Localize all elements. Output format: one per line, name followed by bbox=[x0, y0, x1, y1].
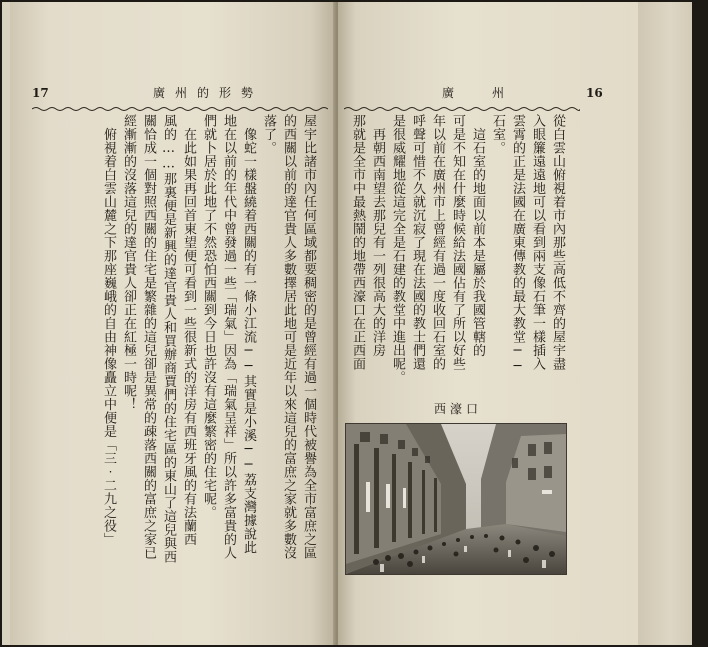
right-column-5: 這石室的地面以前本是屬於我國管轄的 bbox=[470, 114, 485, 357]
right-column-6: 可是不知在什麼時候給法國佔有了所以好些 bbox=[450, 114, 465, 371]
right-column-7: 年以前在廣州市上曾經有過一度收回石室的 bbox=[430, 114, 445, 371]
photo-caption: 西濠口 bbox=[434, 402, 483, 416]
right-column-8: 呼聲可惜不久就沉寂了現在法國的教士們還 bbox=[410, 114, 425, 371]
left-header-rule bbox=[32, 106, 328, 112]
underlying-page-edge bbox=[638, 2, 692, 645]
right-header-rule bbox=[344, 106, 580, 112]
left-column-11: 俯視着白雲山麓之下那座巍峨的自由神像矗立中便是「三‧二九之役」 bbox=[101, 114, 116, 546]
left-column-2: 的西關以前的達官貴人多數擇居此地可是近年以來這兒的富庶之家就多數沒 bbox=[281, 114, 296, 560]
left-column-1: 屋宇比諸市內任何區域都要稠密的是曾經有過一個時代被譽為全市富庶之區 bbox=[301, 114, 316, 560]
right-column-2: 入眼簾遠遠地可以看到兩支像石筆一樣插入 bbox=[530, 114, 545, 371]
left-column-9: 關恰成一個對照西關的住宅是繁雜的這兒卻是異常的疎落西關的富庶之家已 bbox=[141, 114, 156, 560]
street-photo bbox=[345, 423, 567, 575]
left-column-5: 地在以前的年代中曾發過一些「瑞氣」因為「瑞氣呈祥」所以許多富貴的人 bbox=[221, 114, 236, 560]
left-running-head: 廣州的形勢 bbox=[153, 86, 264, 100]
left-column-3: 落了。 bbox=[261, 114, 276, 155]
right-page-number: 16 bbox=[586, 86, 603, 100]
street-photo-illustration bbox=[346, 424, 566, 574]
right-column-11: 那就是全市中最熱鬧的地帶西濠口在正西面 bbox=[350, 114, 365, 371]
left-column-7: 在此如果再回首東望便可看到一些很新式的洋房有西班牙風的有法蘭西 bbox=[181, 114, 196, 546]
right-column-1: 從白雲山俯視着市內那些高低不齊的屋宇盡 bbox=[550, 114, 565, 371]
right-column-10: 再朝西南望去那兒有一列很高大的洋房 bbox=[370, 114, 385, 357]
right-column-4: 石室。 bbox=[490, 114, 505, 155]
left-page-number: 17 bbox=[32, 86, 49, 100]
left-column-4: 像蛇一樣盤繞着西關的有一條小江流──其實是小溪──荔支灣據說此 bbox=[241, 114, 256, 554]
open-book bbox=[2, 2, 692, 645]
right-column-3: 雲霄的正是法國在廣東傳教的最大教堂── bbox=[510, 114, 525, 375]
left-page bbox=[10, 2, 336, 645]
right-column-9: 是很威耀地從這完全是石建的教堂中進出呢。 bbox=[390, 114, 405, 384]
right-running-head: 廣州 bbox=[442, 86, 543, 100]
left-column-8: 風的……那裏便是新興的達官貴人和買辦商賈們的住宅區的東山了這兒與西 bbox=[161, 114, 176, 564]
left-column-10: 經漸漸的沒落這兒的達官貴人卻正在紅極一時呢！ bbox=[121, 114, 136, 411]
left-column-6: 們就卜居於此地了不然恐怕西關到今日也許沒有這麼繁密的住宅呢。 bbox=[201, 114, 216, 519]
